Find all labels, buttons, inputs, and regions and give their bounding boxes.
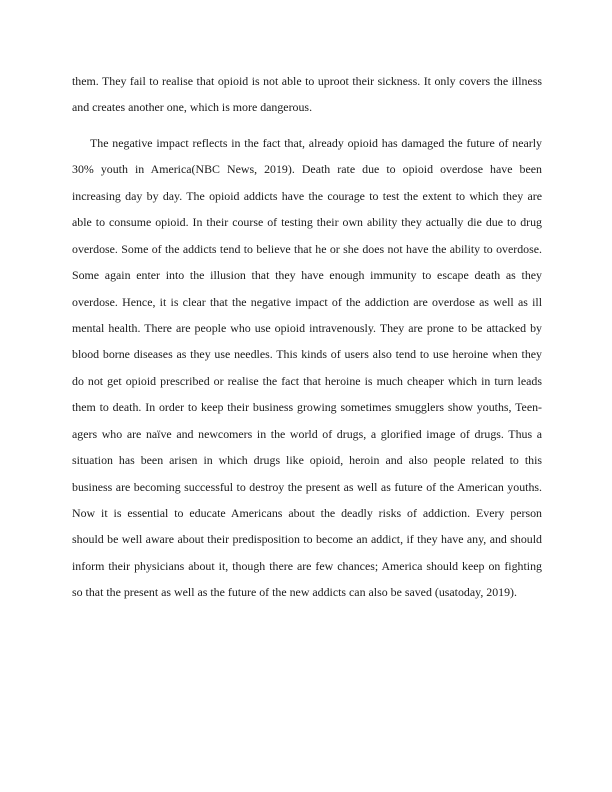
- paragraph: [72, 130, 542, 606]
- text-line: business are becoming successful to destroy the present as well as future of the American youths.: [72, 479, 542, 494]
- text-line: so that the present as well as the future of the new addicts can also be saved (usatoday, 2019).: [72, 585, 517, 600]
- paragraph: [72, 68, 542, 121]
- text-line: and creates another one, which is more dangerous.: [72, 100, 313, 115]
- text-line: inform their physicians about it, though there are few chances; America should keep on fighting: [72, 558, 542, 573]
- paragraph-spacing: [72, 121, 542, 130]
- text-line: Some again enter into the illusion that they have enough immunity to escape death as they: [72, 268, 542, 283]
- text-line: them. They fail to realise that opioid is not able to uproot their sickness. It only covers the illness: [72, 74, 542, 88]
- text-line: them to death. In order to keep their business growing sometimes smugglers show youths, Teen-: [72, 400, 542, 415]
- text-line: able to consume opioid. In their course of testing their own ability they actually die due to drug: [72, 215, 542, 230]
- text-line: overdose. Hence, it is clear that the negative impact of the addiction are overdose as well as ill: [72, 294, 542, 309]
- text-line: agers who are naïve and newcomers in the world of drugs, a glorified image of drugs. Thus a: [72, 426, 542, 441]
- text-line: 30% youth in America(NBC News, 2019). Death rate due to opioid overdose have been: [72, 162, 542, 177]
- text-line: mental health. There are people who use opioid intravenously. They are prone to be attacked by: [72, 320, 542, 335]
- text-line: The negative impact reflects in the fact that, already opioid has damaged the future of nearly: [90, 135, 542, 150]
- text-line: increasing day by day. The opioid addicts have the courage to test the extent to which they are: [72, 188, 542, 203]
- text-line: Now it is essential to educate Americans about the deadly risks of addiction. Every person: [72, 506, 542, 520]
- document-body: [72, 68, 542, 606]
- text-line: overdose. Some of the addicts tend to believe that he or she does not have the ability to overdose.: [72, 241, 542, 256]
- text-line: blood borne diseases as they use needles. This kinds of users also tend to use heroine when they: [72, 347, 542, 362]
- text-line: do not get opioid prescribed or realise the fact that heroine is much cheaper which in turn leads: [72, 373, 542, 388]
- text-line: situation has been arisen in which drugs like opioid, heroin and also people related to this: [72, 453, 542, 468]
- text-line: should be well aware about their predisposition to become an addict, if they have any, and should: [72, 532, 542, 547]
